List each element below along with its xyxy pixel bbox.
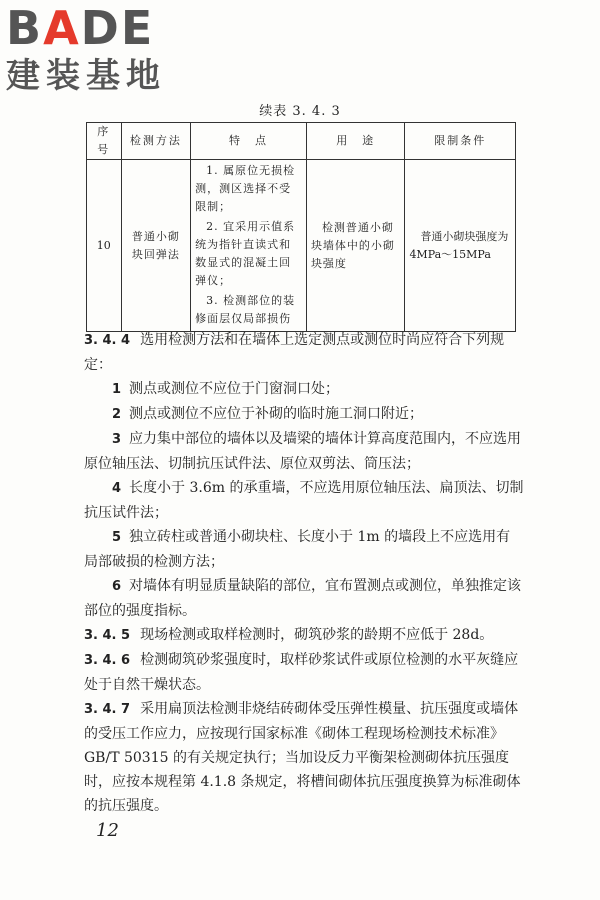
cell-no: 10 <box>87 160 122 332</box>
body-text <box>84 328 524 818</box>
list-item: 4 长度小于 3.6m 的承重墙，不应选用原位轴压法、扁顶法、切制抗压试件法； <box>84 480 524 521</box>
list-item: 3 应力集中部位的墙体以及墙梁的墙体计算高度范围内，不应选用原位轴压法、切制抗压试件法、原位双剪法、筒压法； <box>84 431 522 472</box>
list-item: 1 测点或测位不应位于门窗洞口处； <box>112 381 340 397</box>
clause-3-4-5: 3. 4. 5 现场检测或取样检测时，砌筑砂浆的龄期不应低于 28d。 <box>84 627 494 643</box>
logo-wordmark: BADE <box>6 1 155 55</box>
table-row <box>87 160 516 332</box>
header-features: 特 点 <box>191 123 307 160</box>
cell-limit: 普通小砌块强度为4MPa～15MPa <box>405 160 516 332</box>
feature-item: 3. 检测部位的装修面层仅局部损伤 <box>195 293 296 325</box>
header-limit: 限制条件 <box>405 123 516 160</box>
cell-method: 普通小砌块回弹法 <box>121 160 191 332</box>
cell-use: 检测普通小砌块墙体中的小砌块强度 <box>306 160 405 332</box>
logo-subtitle: 建装基地 <box>6 56 166 96</box>
list-item: 5 独立砖柱或普通小砌块柱、长度小于 1m 的墙段上不应选用有局部破损的检测方法； <box>84 529 511 570</box>
feature-item: 2. 宜采用示值系统为指针直读式和数显式的混凝土回弹仪； <box>195 219 296 287</box>
clause-3-4-7: 3. 4. 7 采用扁顶法检测非烧结砖砌体受压弹性模量、抗压强度或墙体的受压工作应力，应按现行国家标准《砌体工程现场检测技术标准》GB/T 50315 的有关规定执行；当加设反力平衡架检测砌体抗压强度时，应按本规程第 4.1.8 条规定，将槽间砌体抗压强度换算为标准砌体的抗压强度。 <box>84 701 521 814</box>
spec-table <box>86 122 516 332</box>
header-use: 用 途 <box>306 123 405 160</box>
header-no: 序号 <box>87 123 122 160</box>
feature-item: 1. 属原位无损检测，测区选择不受限制； <box>195 163 296 213</box>
clause-3-4-4: 3. 4. 4 选用检测方法和在墙体上选定测点或测位时尚应符合下列规定： <box>84 332 505 373</box>
clause-3-4-6: 3. 4. 6 检测砌筑砂浆强度时，取样砂浆试件或原位检测的水平灰缝应处于自然干燥状态。 <box>84 652 519 693</box>
list-item: 2 测点或测位不应位于补砌的临时施工洞口附近； <box>112 406 424 422</box>
cell-features <box>191 160 307 332</box>
table-header-row <box>87 123 516 160</box>
table-title: 续表 3. 4. 3 <box>259 104 341 119</box>
header-method: 检测方法 <box>121 123 191 160</box>
logo <box>6 2 176 96</box>
list-item: 6 对墙体有明显质量缺陷的部位，宜布置测点或测位，单独推定该部位的强度指标。 <box>84 578 522 619</box>
page-number: 12 <box>96 820 119 841</box>
